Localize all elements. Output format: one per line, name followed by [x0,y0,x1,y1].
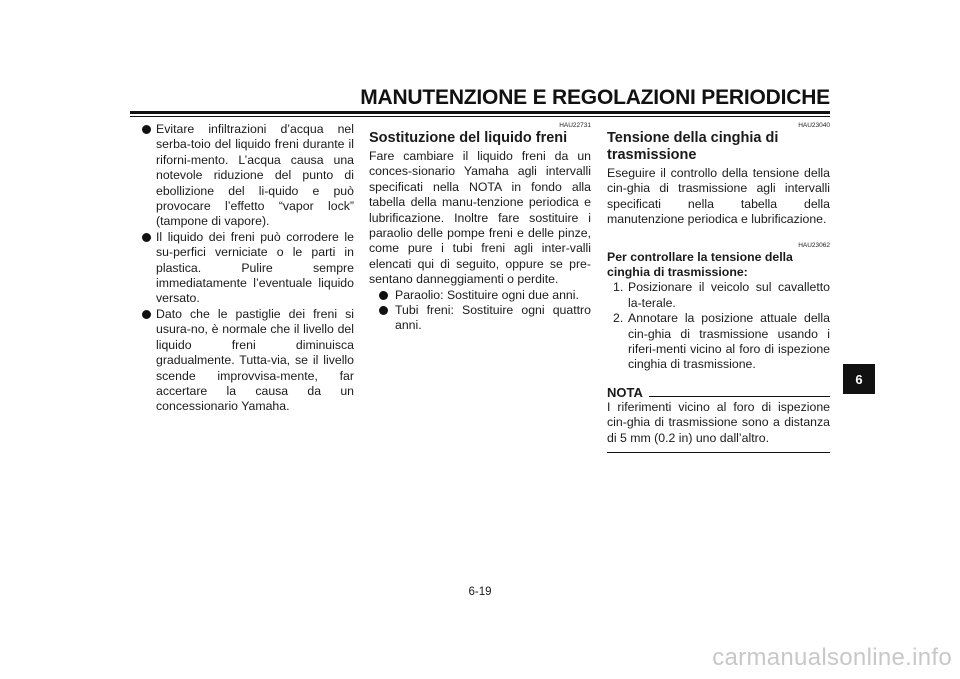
note-rule [649,396,830,397]
step-item [607,311,830,373]
step-item [607,280,830,311]
section-code: HAU23040 [798,122,830,129]
procedure-steps [607,280,830,372]
bullet-icon [142,233,151,242]
chapter-tab: 6 [843,364,875,394]
step-text: Posizionare il veicolo sul cavalletto la-terale. [628,280,830,310]
page-title: MANUTENZIONE E REGOLAZIONI PERIODICHE [360,86,830,109]
section-paragraph: Eseguire il controllo della tensione della cin-ghia di trasmissione agli intervalli specificati nella tabella della manutenzione periodica e lubrificazione. [607,166,830,227]
list-item [140,230,354,307]
list-item-text: Tubi freni: Sostituire ogni quattro anni. [395,303,591,333]
list-item-text: Dato che le pastiglie dei freni si usura-no, è normale che il livello del liquido freni diminuisca gradualmente. Tutta-via, se il livello scende improvvisa-mente, far accertare la causa da un concessionario Yamaha. [156,306,354,414]
column-middle [369,122,591,334]
note-text: I riferimenti vicino al foro di ispezione cin-ghia di trasmissione sono a distanza di 5 mm (0.2 in) uno dall’altro. [607,399,830,445]
step-number: 2. [613,311,624,326]
list-item [369,288,591,303]
bullet-icon [142,125,151,134]
column-right [607,122,830,453]
step-text: Annotare la posizione attuale della cin-ghia di trasmissione usando i riferi-menti vicino al foro di ispezione cinghia di trasmissione. [628,311,830,372]
header-rule-thick [130,111,830,114]
bullet-icon [379,306,388,315]
list-item-text: Paraolio: Sostituire ogni due anni. [395,287,579,302]
section-title-belt-tension: Tensione della cinghia di trasmissione [607,130,779,163]
section-paragraph: Fare cambiare il liquido freni da un conces-sionario Yamaha agli intervalli specificati nella NOTA in fondo alla tabella della manu-tenzione periodica e lubrificazione. Inoltre fare sostituire i paraolio delle pompe freni e delle pinze, come pure i tubi freni agli inter-valli elencati qui di seguito, oppure se pre-sentano danneggiamenti o perdite. [369,149,591,287]
section-code: HAU22731 [559,122,591,129]
column-left [140,122,354,415]
page-number: 6-19 [468,586,492,598]
note-label: NOTA [607,384,643,400]
note-header [607,385,830,400]
step-number: 1. [613,280,624,295]
replacement-intervals-list [369,288,591,334]
list-item-text: Il liquido dei freni può corrodere le su-perfici verniciate o le parti in plastica. Pulire sempre immediatamente l’eventuale liquido versato. [156,229,354,306]
list-item [369,303,591,334]
subsection-title: Per controllare la tensione della cinghia di trasmissione: [607,249,793,280]
section-title-brake-fluid: Sostituzione del liquido freni [369,130,568,146]
header-rule-thin [130,116,830,117]
bullet-icon [142,310,151,319]
list-item [140,122,354,230]
brake-fluid-warnings-list [140,122,354,415]
subsection-code: HAU23062 [798,241,830,249]
note-end-rule [607,452,830,453]
list-item-text: Evitare infiltrazioni d’acqua nel serba-toio del liquido freni durante il riforni-mento. L’acqua causa una notevole riduzione del punto di ebollizione del li-quido e può provocare l’effetto “vapor lock” (tampone di vapore). [156,122,354,229]
watermark: carmanualsonline.info [712,644,952,671]
bullet-icon [379,291,388,300]
list-item [140,307,354,415]
